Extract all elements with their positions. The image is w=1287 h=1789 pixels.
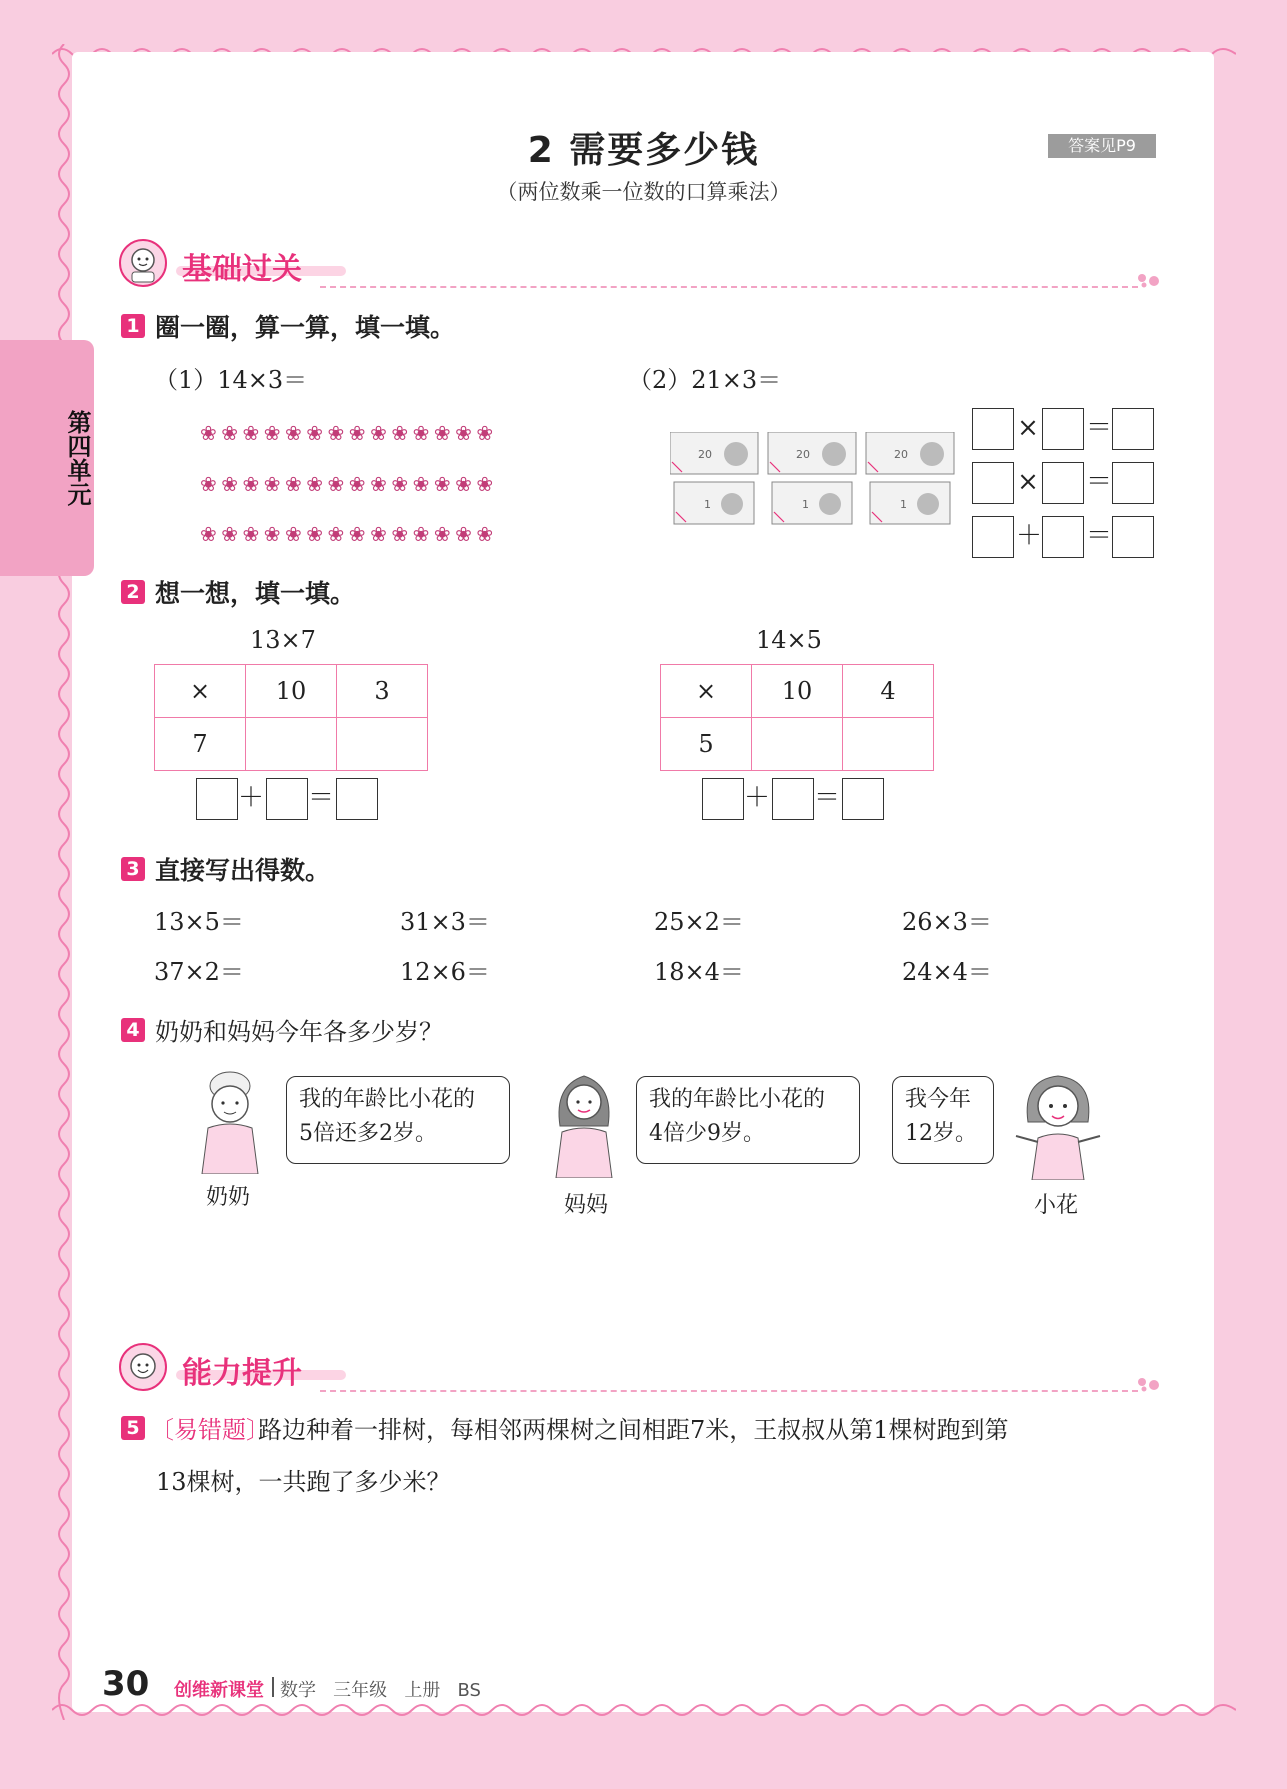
- q1-part1-expression: （1）14×3＝: [154, 366, 308, 394]
- grid-answer-cell[interactable]: [752, 718, 843, 771]
- section-divider: [320, 286, 1138, 288]
- page-number: 30: [102, 1664, 150, 1704]
- decorative-dots-icon: [1136, 272, 1166, 288]
- answer-box[interactable]: [702, 778, 744, 820]
- svg-text:1: 1: [704, 498, 711, 511]
- q5-text-line2: 13棵树，一共跑了多少米？: [156, 1468, 451, 1496]
- character-name-grandma: 奶奶: [206, 1185, 251, 1210]
- bubble-line: 我的年龄比小花的: [299, 1087, 476, 1112]
- operator: ＋: [1016, 521, 1043, 551]
- svg-text:1: 1: [900, 498, 907, 511]
- bubble-line: 4倍少9岁。: [649, 1121, 765, 1146]
- svg-text:20: 20: [698, 448, 712, 461]
- character-name-xiaohua: 小花: [1034, 1193, 1079, 1218]
- operator: ＋: [238, 783, 265, 813]
- operator: ＝: [1086, 467, 1113, 497]
- lesson-subtitle: （两位数乘一位数的口算乘法）: [496, 180, 791, 204]
- answer-reference-badge: 答案见P9: [1048, 134, 1156, 158]
- footer-info: 数学 三年级 上册 BS: [280, 1680, 481, 1701]
- unit-tab-label: 第四单元: [63, 410, 91, 506]
- operator: ＝: [308, 783, 335, 813]
- mascot-boy-icon: [118, 1342, 168, 1392]
- flower-row: ❀❀❀❀❀❀❀❀❀❀❀❀❀❀: [200, 421, 498, 445]
- grid-answer-cell[interactable]: [337, 718, 428, 771]
- xiaohua-figure-icon: [1010, 1066, 1106, 1180]
- mascot-girl-icon: [118, 238, 168, 288]
- answer-box[interactable]: [1042, 408, 1084, 450]
- svg-text:20: 20: [796, 448, 810, 461]
- answer-box[interactable]: [1112, 516, 1154, 558]
- oral-calc-item: 24×4＝: [902, 958, 992, 986]
- question-number: 2: [121, 580, 145, 604]
- footer-series: 创维新课堂: [174, 1680, 264, 1701]
- speech-bubble-grandma: [286, 1076, 510, 1164]
- answer-box[interactable]: [842, 778, 884, 820]
- grid-cell: 5: [661, 718, 752, 771]
- operator: ×: [1017, 413, 1039, 443]
- grid-cell: 4: [843, 665, 934, 718]
- oral-calc-item: 31×3＝: [400, 908, 490, 936]
- frame-wave-left: [52, 44, 76, 1720]
- answer-box[interactable]: [972, 408, 1014, 450]
- operator: ＝: [814, 783, 841, 813]
- answer-box[interactable]: [266, 778, 308, 820]
- speech-bubble-mom: [636, 1076, 860, 1164]
- answer-box[interactable]: [336, 778, 378, 820]
- bubble-line: 我的年龄比小花的: [649, 1087, 826, 1112]
- mom-figure-icon: [546, 1066, 622, 1178]
- q2-right-grid: [660, 664, 934, 771]
- operator: ×: [1017, 467, 1039, 497]
- operator: ＋: [744, 783, 771, 813]
- svg-text:1: 1: [802, 498, 809, 511]
- oral-calc-item: 37×2＝: [154, 958, 244, 986]
- grid-cell: 3: [337, 665, 428, 718]
- flower-row: ❀❀❀❀❀❀❀❀❀❀❀❀❀❀: [200, 522, 498, 546]
- question-number: 3: [121, 857, 145, 881]
- grid-cell: 7: [155, 718, 246, 771]
- grid-answer-cell[interactable]: [843, 718, 934, 771]
- flower-row: ❀❀❀❀❀❀❀❀❀❀❀❀❀❀: [200, 472, 498, 496]
- character-name-mom: 妈妈: [564, 1193, 609, 1218]
- question-prompt: 奶奶和妈妈今年各多少岁？: [155, 1018, 443, 1046]
- footer-separator: [272, 1677, 274, 1697]
- answer-box[interactable]: [972, 462, 1014, 504]
- svg-text:20: 20: [894, 448, 908, 461]
- question-prompt: 想一想，填一填。: [155, 579, 356, 608]
- bubble-line: 12岁。: [905, 1121, 977, 1146]
- q5-text-line1: 路边种着一排树，每相邻两棵树之间相距7米，王叔叔从第1棵树跑到第: [258, 1416, 1009, 1444]
- grid-cell: ×: [155, 665, 246, 718]
- question-number: 4: [121, 1018, 145, 1042]
- banknotes-image: [670, 432, 960, 528]
- grid-cell: 10: [752, 665, 843, 718]
- question-number: 1: [121, 314, 145, 338]
- oral-calc-item: 18×4＝: [654, 958, 744, 986]
- oral-calc-item: 12×6＝: [400, 958, 490, 986]
- q1-part2-expression: （2）21×3＝: [628, 366, 782, 394]
- oral-calc-item: 26×3＝: [902, 908, 992, 936]
- bubble-line: 我今年: [905, 1087, 972, 1112]
- answer-box[interactable]: [1112, 462, 1154, 504]
- bubble-line: 5倍还多2岁。: [299, 1121, 437, 1146]
- error-prone-tag: 〔易错题〕: [150, 1416, 270, 1444]
- answer-box[interactable]: [972, 516, 1014, 558]
- section-title-basic: 基础过关: [182, 252, 302, 287]
- section-title-advanced: 能力提升: [182, 1356, 302, 1391]
- question-number: 5: [121, 1416, 145, 1440]
- answer-box[interactable]: [1042, 516, 1084, 558]
- operator: ＝: [1086, 413, 1113, 443]
- q2-left-grid: [154, 664, 428, 771]
- operator: ＝: [1086, 521, 1113, 551]
- lesson-title: 2 需要多少钱: [527, 130, 760, 171]
- question-prompt: 直接写出得数。: [155, 856, 331, 885]
- q2-left-expression: 13×7: [250, 626, 316, 654]
- answer-box[interactable]: [772, 778, 814, 820]
- oral-calc-item: 13×5＝: [154, 908, 244, 936]
- section-divider: [320, 1390, 1138, 1392]
- grid-cell: ×: [661, 665, 752, 718]
- answer-box[interactable]: [1042, 462, 1084, 504]
- answer-box[interactable]: [196, 778, 238, 820]
- oral-calc-item: 25×2＝: [654, 908, 744, 936]
- grid-answer-cell[interactable]: [246, 718, 337, 771]
- q2-right-expression: 14×5: [756, 626, 822, 654]
- question-prompt: 圈一圈，算一算，填一填。: [155, 313, 456, 342]
- decorative-dots-icon: [1136, 1376, 1166, 1392]
- frame-wave-bottom: [52, 1700, 1236, 1720]
- grid-cell: 10: [246, 665, 337, 718]
- answer-box[interactable]: [1112, 408, 1154, 450]
- speech-bubble-girl: [892, 1076, 994, 1164]
- grandma-figure-icon: [192, 1066, 268, 1174]
